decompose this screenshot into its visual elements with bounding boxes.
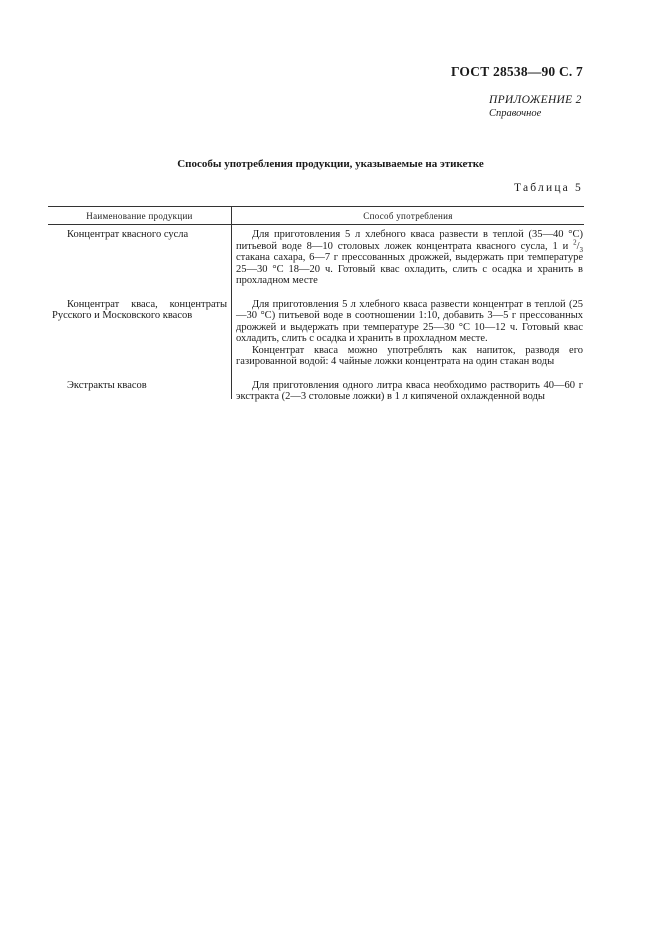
table-header	[48, 206, 584, 225]
appendix-block	[489, 94, 582, 120]
fraction-denominator: 3	[579, 245, 583, 254]
column-header-product: Наименование продукции	[48, 207, 232, 224]
document-title: Способы употребления продукции, указываемые на этикетке	[177, 158, 484, 170]
usage-cell	[231, 299, 584, 368]
fraction-numerator: 2	[573, 238, 577, 246]
product-name-cell	[48, 299, 231, 368]
product-name-cell	[48, 380, 231, 403]
table-row	[48, 380, 584, 403]
usage-text: Для приготовления 5 л хлебного кваса развести концентрат в теплой (25—30 °С) питьевой воде в соотношении 1:10, добавить 3—5 г прессованных дрожжей и выдержать при температуре 25—30 °С 10—12 ч. Готовый квас охладить, слить с осадка и хранить в прохладном месте.	[236, 298, 583, 344]
table-body	[48, 225, 584, 403]
product-name: Экстракты квасов	[67, 379, 147, 391]
usage-text: Концентрат кваса можно употреблять как напиток, разводя его газированной водой: 4 чайные ложки концентрата на один стакан воды	[236, 344, 583, 367]
column-divider	[231, 225, 232, 399]
product-name: Концентрат квасного сусла	[67, 229, 189, 240]
product-name-cell	[48, 229, 231, 287]
appendix-subtitle: Справочное	[489, 108, 542, 119]
product-name: Концентрат кваса, концентраты Русского и Московского квасов	[52, 298, 227, 321]
usage-cell	[231, 229, 584, 287]
fraction-separator: /	[576, 240, 580, 252]
usage-table	[48, 206, 584, 403]
page-header-doc-ref: ГОСТ 28538—90 С. 7	[450, 64, 583, 79]
table-row	[48, 299, 584, 368]
usage-text: Для приготовления одного литра кваса необходимо растворить 40—60 г экстракта (2—3 столовые ложки) в 1 л кипяченой охлажденной воды	[236, 379, 583, 402]
usage-cell	[231, 380, 584, 403]
appendix-title: ПРИЛОЖЕНИЕ 2	[489, 94, 582, 106]
table-label: Таблица 5	[514, 182, 583, 194]
column-header-usage: Способ употребления	[363, 210, 453, 221]
table-row	[48, 229, 584, 287]
usage-text: Для приготовления 5 л хлебного кваса развести в теплой (35—40 °С) питьевой воде 8—10 столовых ложек концентрата квасного сусла, 1 и $^2/_3$ стакана сахара, 6—7 г прессованных дрожжей, выдержать при температуре 25—30 °С 18—20 ч. Готовый квас охладить, слить с осадка и хранить в прохладном месте	[236, 229, 583, 286]
